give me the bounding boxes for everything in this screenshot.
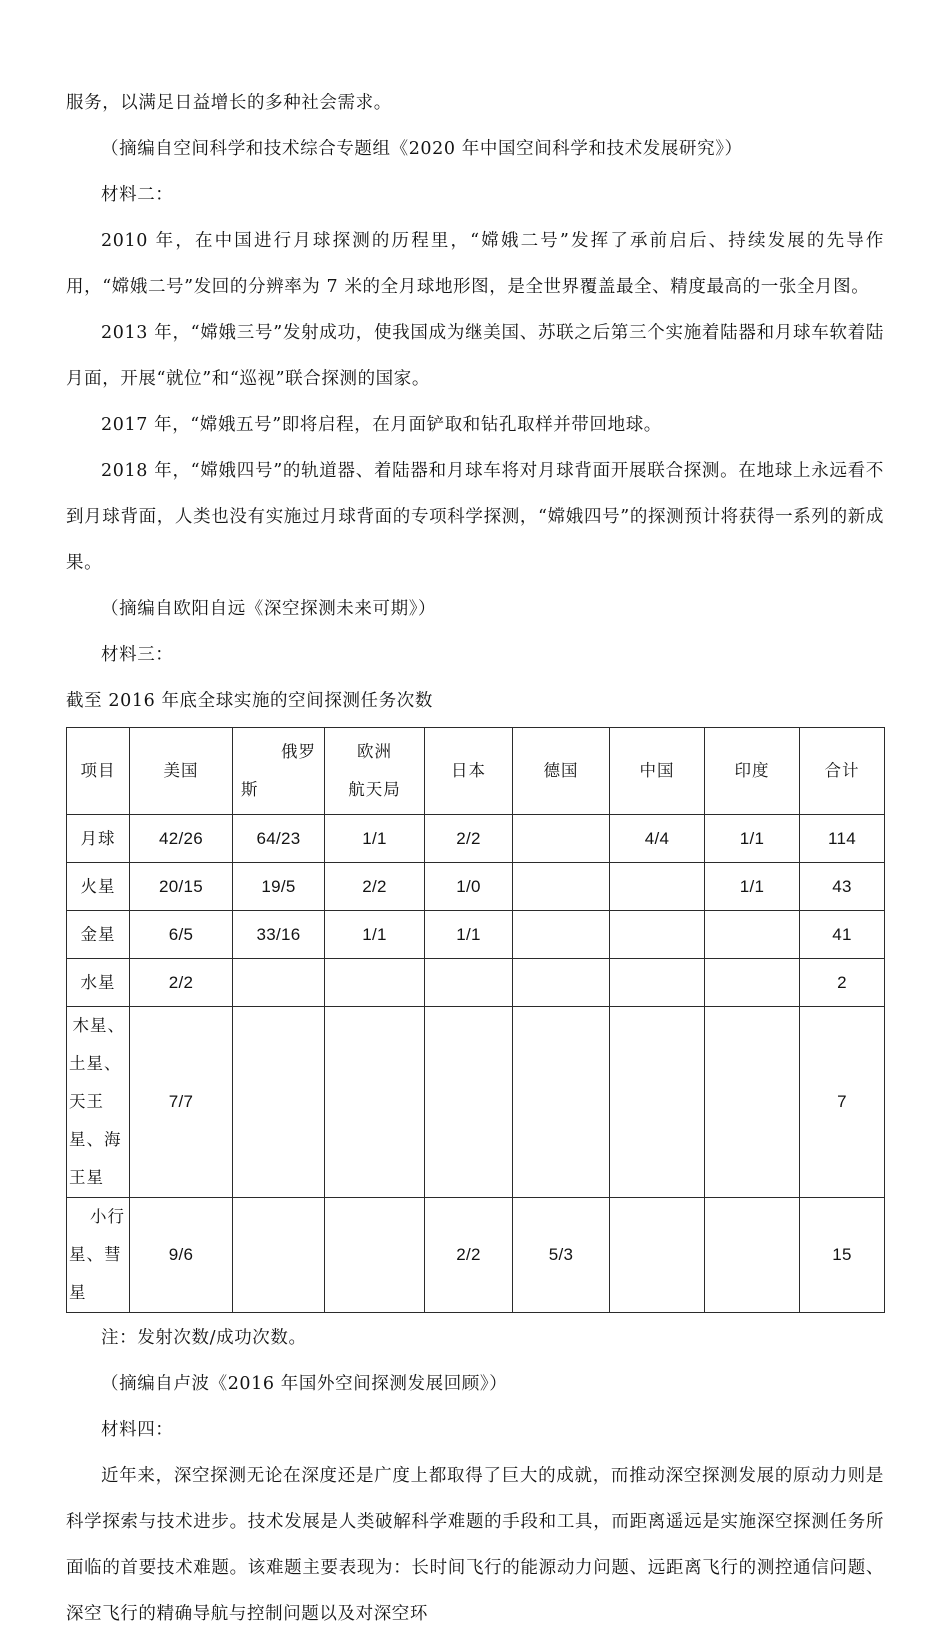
table-footnotes — [66, 1315, 884, 1637]
table-header-japan: 日本 — [425, 728, 513, 815]
cell-mercury-germany — [513, 959, 610, 1007]
cell-asteroids-china — [610, 1198, 705, 1313]
cell-mercury-india — [705, 959, 800, 1007]
table-header-germany: 德国 — [513, 728, 610, 815]
cell-mars-germany — [513, 863, 610, 911]
table-title: 截至 2016 年底全球实施的空间探测任务次数 — [66, 691, 433, 711]
cell-mercury-japan — [425, 959, 513, 1007]
paragraph-source-1: （摘编自空间科学和技术综合专题组《2020 年中国空间科学和技术发展研究》） — [101, 139, 743, 159]
cell-mercury-esa — [325, 959, 425, 1007]
cell-outer-esa — [325, 1007, 425, 1198]
cell-asteroids-russia — [233, 1198, 325, 1313]
cell-asteroids-total: 15 — [800, 1198, 885, 1313]
cell-asteroids-india — [705, 1198, 800, 1313]
row-label-moon: 月球 — [67, 815, 130, 863]
cell-outer-usa: 7/7 — [130, 1007, 233, 1198]
table-header-china: 中国 — [610, 728, 705, 815]
paragraph-table-note: 注：发射次数/成功次数。 — [101, 1328, 307, 1348]
cell-moon-russia: 64/23 — [233, 815, 325, 863]
paragraph-source-3: （摘编自卢波《2016 年国外空间探测发展回顾》） — [101, 1374, 508, 1394]
cell-outer-total: 7 — [800, 1007, 885, 1198]
cell-venus-japan: 1/1 — [425, 911, 513, 959]
paragraph-material-3-heading: 材料三： — [101, 645, 174, 665]
space-mission-table — [66, 727, 885, 1313]
table-row — [67, 959, 885, 1007]
cell-outer-japan — [425, 1007, 513, 1198]
cell-asteroids-usa: 9/6 — [130, 1198, 233, 1313]
cell-moon-germany — [513, 815, 610, 863]
cell-asteroids-germany: 5/3 — [513, 1198, 610, 1313]
cell-venus-india — [705, 911, 800, 959]
row-label-outer-planets: 木星、 土星、天王 星、海王星 — [67, 1007, 130, 1198]
cell-moon-esa: 1/1 — [325, 815, 425, 863]
paragraph-2013: 2013 年，“嫦娥三号”发射成功，使我国成为继美国、苏联之后第三个实施着陆器和月球车软着陆月面，开展“就位”和“巡视”联合探测的国家。 — [66, 323, 884, 389]
row-label-asteroids-comets: 小行 星、彗星 — [67, 1198, 130, 1313]
cell-mars-china — [610, 863, 705, 911]
cell-asteroids-esa — [325, 1198, 425, 1313]
cell-mercury-usa: 2/2 — [130, 959, 233, 1007]
table-row — [67, 815, 885, 863]
table-header-russia: 俄罗 斯 — [233, 728, 325, 815]
cell-outer-germany — [513, 1007, 610, 1198]
paragraph-material-2-heading: 材料二： — [101, 185, 174, 205]
table-row — [67, 911, 885, 959]
row-label-mars: 火星 — [67, 863, 130, 911]
table-header-esa: 欧洲 航天局 — [325, 728, 425, 815]
cell-asteroids-japan: 2/2 — [425, 1198, 513, 1313]
paragraph-service: 服务，以满足日益增长的多种社会需求。 — [66, 93, 392, 113]
cell-venus-esa: 1/1 — [325, 911, 425, 959]
table-header-row — [67, 728, 885, 815]
cell-outer-russia — [233, 1007, 325, 1198]
cell-venus-russia: 33/16 — [233, 911, 325, 959]
table-header-india: 印度 — [705, 728, 800, 815]
cell-venus-total: 41 — [800, 911, 885, 959]
paragraph-2010: 2010 年，在中国进行月球探测的历程里，“嫦娥二号”发挥了承前启后、持续发展的先导作用，“嫦娥二号”发回的分辨率为 7 米的全月球地形图，是全世界覆盖最全、精度最高的一张全月图。 — [66, 231, 884, 297]
table-header-usa: 美国 — [130, 728, 233, 815]
row-label-venus: 金星 — [67, 911, 130, 959]
cell-outer-china — [610, 1007, 705, 1198]
cell-moon-japan: 2/2 — [425, 815, 513, 863]
cell-mercury-total: 2 — [800, 959, 885, 1007]
cell-outer-india — [705, 1007, 800, 1198]
table-row — [67, 863, 885, 911]
paragraph-material-4-heading: 材料四： — [101, 1420, 174, 1440]
cell-moon-usa: 42/26 — [130, 815, 233, 863]
cell-mercury-russia — [233, 959, 325, 1007]
table-row — [67, 1198, 885, 1313]
paragraph-2018: 2018 年，“嫦娥四号”的轨道器、着陆器和月球车将对月球背面开展联合探测。在地球上永远看不到月球背面，人类也没有实施过月球背面的专项科学探测，“嫦娥四号”的探测预计将获得一系列的新成果。 — [66, 461, 884, 573]
table-header-total: 合计 — [800, 728, 885, 815]
cell-mars-total: 43 — [800, 863, 885, 911]
table-header-item: 项目 — [67, 728, 130, 815]
cell-venus-usa: 6/5 — [130, 911, 233, 959]
cell-mars-russia: 19/5 — [233, 863, 325, 911]
cell-mercury-china — [610, 959, 705, 1007]
cell-mars-india: 1/1 — [705, 863, 800, 911]
table-row — [67, 1007, 885, 1198]
cell-mars-esa: 2/2 — [325, 863, 425, 911]
cell-venus-china — [610, 911, 705, 959]
cell-mars-japan: 1/0 — [425, 863, 513, 911]
cell-moon-china: 4/4 — [610, 815, 705, 863]
paragraph-2017: 2017 年，“嫦娥五号”即将启程，在月面铲取和钻孔取样并带回地球。 — [101, 415, 662, 435]
cell-moon-india: 1/1 — [705, 815, 800, 863]
cell-moon-total: 114 — [800, 815, 885, 863]
cell-venus-germany — [513, 911, 610, 959]
page-content — [66, 80, 884, 1637]
paragraph-deep-space: 近年来，深空探测无论在深度还是广度上都取得了巨大的成就，而推动深空探测发展的原动力则是科学探索与技术进步。技术发展是人类破解科学难题的手段和工具，而距离遥远是实施深空探测任务所面临的首要技术难题。该难题主要表现为：长时间飞行的能源动力问题、远距离飞行的测控通信问题、深空飞行的精确导航与控制问题以及对深空环 — [66, 1466, 884, 1624]
paragraph-source-2: （摘编自欧阳自远《深空探测未来可期》） — [101, 599, 437, 619]
cell-mars-usa: 20/15 — [130, 863, 233, 911]
row-label-mercury: 水星 — [67, 959, 130, 1007]
